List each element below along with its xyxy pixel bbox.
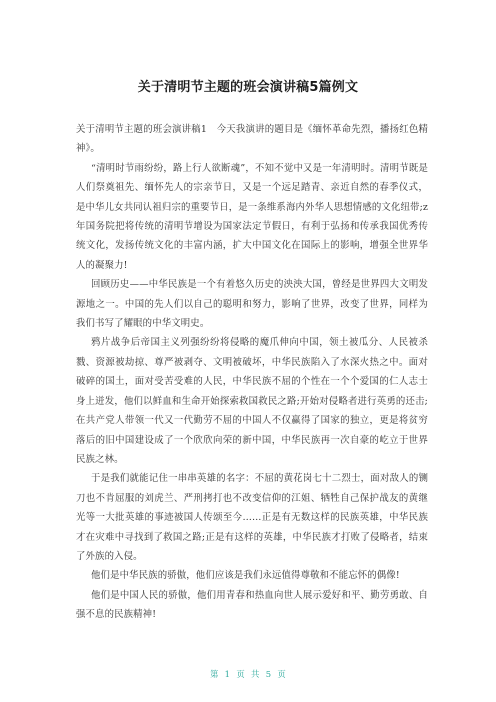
paragraph: 他们是中华民族的骄傲，他们应该是我们永远值得尊敬和不能忘怀的偶像! [91, 570, 400, 582]
document-body [76, 120, 428, 625]
current-page-number: 1 [224, 669, 231, 679]
paragraph: “清明时节雨纷纷，路上行人欲断魂”，不知不觉中又是一年清明时。清明节既是人们祭奠祖先、缅怀先人的宗亲节日，又是一个远足踏青、亲近自然的春季仪式，是中华儿女共同认祖归宗的重要节日，是一条维系海内外华人思想情感的文化纽带;z年国务院把将传统的清明节增设为国家法定节假日，有利于弘扬和传承我国优秀传统文化，发扬传统文化的丰富内涵，扩大中国文化在国际上的影响，增强全世界华人的凝聚力! [76, 162, 428, 271]
total-word: 共 [251, 669, 260, 679]
document-title: 关于清明节主题的班会演讲稿5篇例文 [137, 80, 359, 95]
page-word: 第 [209, 669, 219, 679]
paragraph: 鸦片战争后帝国主义列强纷纷将侵略的魔爪伸向中国，领土被瓜分、人民被杀戮、资源被劫掠、尊严被剥夺、文明被破坏，中华民族陷入了水深火热之中。面对破碎的国土，面对受苦受难的人民，中华民族不屈的个性在一个个爱国的仁人志士身上迸发，他们以鲜血和生命开始探索救国救民之路;开始对侵略者进行英勇的还击;在共产党人带领一代又一代勤劳不屈的中国人不仅赢得了国家的独立，更是将贫穷落后的旧中国建设成了一个欣欣向荣的新中国，中华民族再一次自豪的屹立于世界民族之林。 [76, 337, 428, 465]
paragraph: 于是我们就能记住一串串英雄的名字：不屈的黄花岗七十二烈士，面对敌人的铡刀也不肯屈服的刘虎兰、严刑拷打也不改变信仰的江姐、牺牲自己保护战友的黄继光等一大批英雄的事迹被国人传颂至今……正是有无数这样的民族英雄，中华民族才在灾难中寻找到了救国之路;正是有这样的英雄，中华民族才打败了侵略者，结束了外族的入侵。 [76, 473, 428, 562]
total-page-count: 5 [265, 669, 272, 679]
page-unit: 页 [236, 669, 245, 679]
page-number-footer [0, 668, 496, 680]
paragraph: 他们是中国人民的骄傲，他们用青春和热血向世人展示爱好和平、勤劳勇敢、自强不息的民族精神! [76, 589, 428, 621]
total-unit: 页 [277, 669, 287, 679]
paragraph: 关于清明节主题的班会演讲稿1 今天我演讲的题目是《缅怀革命先烈，播扬红色精神》。 [76, 124, 428, 155]
paragraph: 回顾历史——中华民族是一个有着悠久历史的泱泱大国，曾经是世界四大文明发源地之一。中国的先人们以自己的聪明和努力，影响了世界，改变了世界，同样为我们书写了耀眼的中华文明史。 [76, 279, 428, 330]
